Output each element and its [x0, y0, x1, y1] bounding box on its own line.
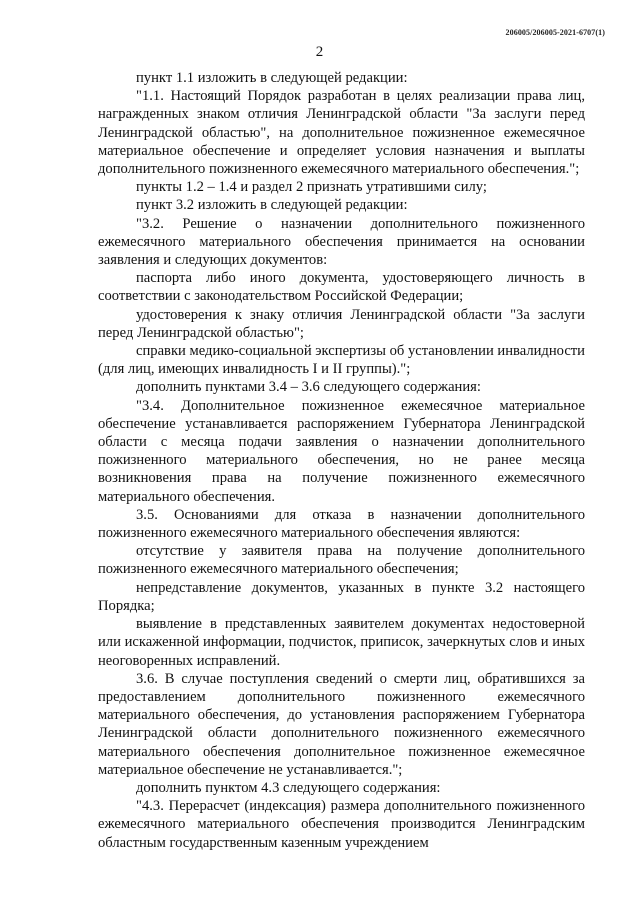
paragraph: удостоверения к знаку отличия Ленинградской области "За заслуги перед Ленинградской областью"; [98, 306, 585, 341]
paragraph: непредставление документов, указанных в пункте 3.2 настоящего Порядка; [98, 579, 585, 614]
paragraph: пункт 3.2 изложить в следующей редакции: [136, 197, 408, 214]
paragraph: 3.5. Основаниями для отказа в назначении дополнительного пожизненного ежемесячного материального обеспечения являются: [98, 506, 585, 542]
paragraph: пункты 1.2 – 1.4 и раздел 2 признать утратившими силу; [136, 179, 487, 196]
paragraph: дополнить пунктом 4.3 следующего содержания: [136, 779, 441, 796]
paragraph: пункт 1.1 изложить в следующей редакции: [136, 70, 408, 86]
paragraph: паспорта либо иного документа, удостоверяющего личность в соответствии с законодательством Российской Федерации; [98, 270, 585, 305]
page-number: 2 [315, 44, 324, 60]
paragraph: выявление в представленных заявителем документах недостоверной или искаженной информации, подчисток, приписок, зачеркнутых слов и иных неоговоренных исправлений. [98, 616, 585, 669]
paragraph: 3.6. В случае поступления сведений о смерти лиц, обратившихся за предоставлением дополнительного пожизненного ежемесячного материального обеспечения, до установления распоряжением Губернатора Ленинградской области дополнительного пожизненного ежемесячного материального обеспечения дополнительное пожизненное ежемесячное материальное обеспечение не устанавливается."; [98, 670, 585, 778]
document-id: 206005/206005-2021-6707(1) [505, 28, 605, 37]
paragraph: "4.3. Перерасчет (индексация) размера дополнительного пожизненного ежемесячного материального обеспечения производится Ленинградским областным государственным казенным учреждением [98, 798, 585, 851]
paragraph: "1.1. Настоящий Порядок разработан в целях реализации права лиц, награжденных знаком отличия Ленинградской области "За заслуги перед Ленинградской областью", на дополнительное пожизненное ежемесячное материальное обеспечение и определяет условия назначения и выплаты дополнительного пожизненного ежемесячного материального обеспечения."; [98, 88, 585, 178]
paragraph: "3.4. Дополнительное пожизненное ежемесячное материальное обеспечение устанавливается распоряжением Губернатора Ленинградской области с месяца подачи заявления о назначении дополнительного пожизненного материального обеспечения, но не ранее месяца возникновения права на получение пожизненного ежемесячного материального обеспечения. [98, 397, 585, 505]
paragraph: отсутствие у заявителя права на получение дополнительного пожизненного ежемесячного материального обеспечения; [98, 543, 585, 578]
paragraph: дополнить пунктами 3.4 – 3.6 следующего содержания: [136, 379, 481, 396]
document-body [98, 69, 585, 852]
paragraph: справки медико-социальной экспертизы об установлении инвалидности (для лиц, имеющих инвалидность I и II группы)."; [98, 343, 585, 378]
paragraph: "3.2. Решение о назначении дополнительного пожизненного ежемесячного материального обеспечения принимается на основании заявления и следующих документов: [98, 215, 585, 269]
